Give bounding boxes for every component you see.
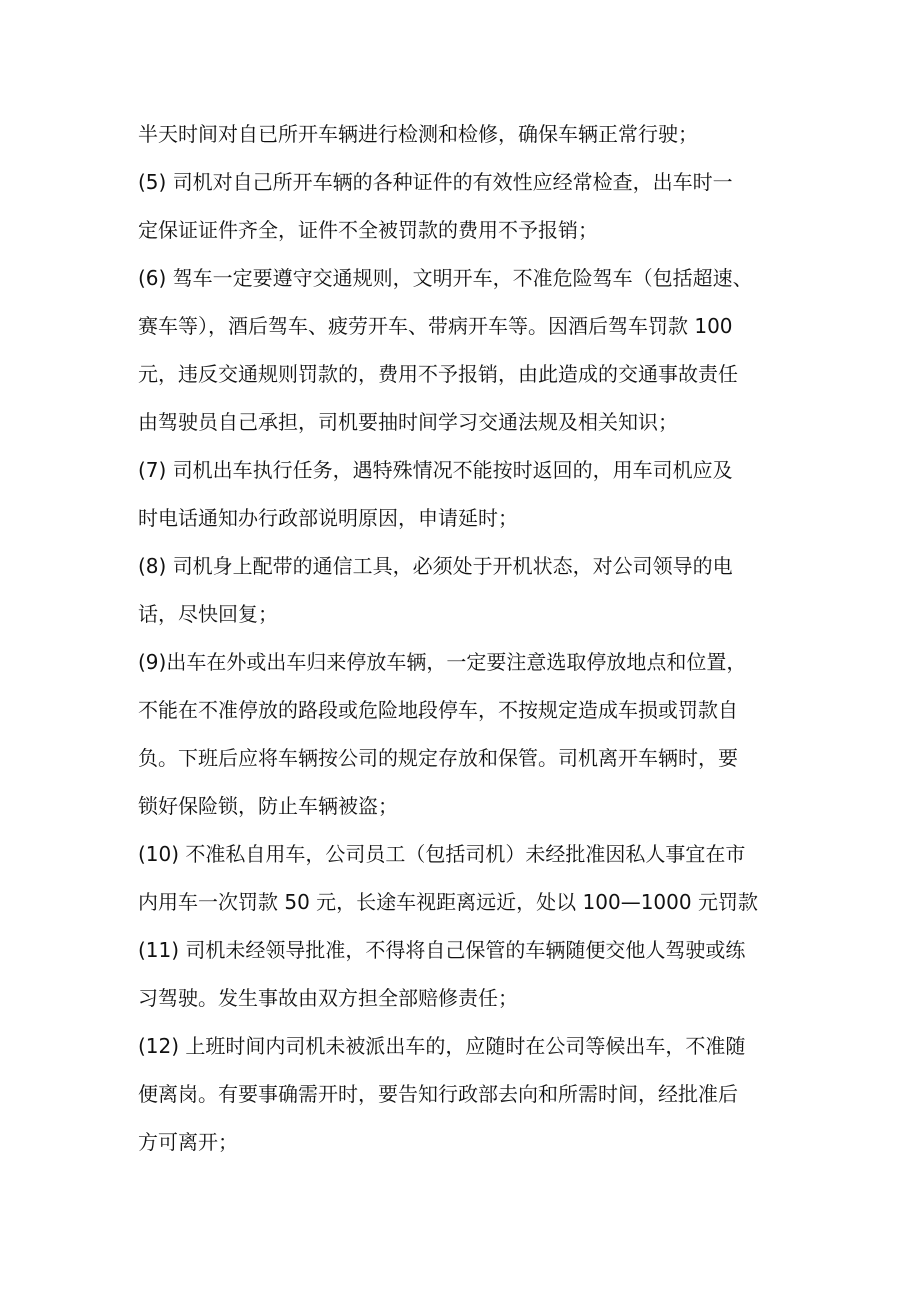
text-line: 锁好保险锁，防止车辆被盗； [138, 794, 398, 818]
text-line: 由驾驶员自己承担，司机要抽时间学习交通法规及相关知识； [138, 410, 678, 434]
text-line: (10) 不准私自用车，公司员工（包括司机）未经批准因私人事宜在市 [138, 842, 746, 866]
text-line: 半天时间对自已所开车辆进行检测和检修，确保车辆正常行驶； [138, 122, 698, 146]
text-line: 定保证证件齐全，证件不全被罚款的费用不予报销； [138, 218, 598, 242]
text-line: (5) 司机对自己所开车辆的各种证件的有效性应经常检查，出车时一 [138, 170, 733, 194]
text-line: 话，尽快回复； [138, 602, 278, 626]
text-line: 时电话通知办行政部说明原因，申请延时； [138, 506, 518, 530]
document-body [138, 110, 798, 1166]
text-line: (9)出车在外或出车归来停放车辆，一定要注意选取停放地点和位置， [138, 650, 747, 674]
text-line: (12) 上班时间内司机未被派出车的，应随时在公司等候出车，不准随 [138, 1034, 746, 1058]
text-line: 习驾驶。发生事故由双方担全部赔修责任； [138, 986, 518, 1010]
text-line: 内用车一次罚款 50 元，长途车视距离远近，处以 100—1000 元罚款 [138, 890, 758, 914]
text-line: 不能在不准停放的路段或危险地段停车，不按规定造成车损或罚款自 [138, 698, 738, 722]
text-line: 负。下班后应将车辆按公司的规定存放和保管。司机离开车辆时，要 [138, 746, 738, 770]
text-line: 赛车等），酒后驾车、疲劳开车、带病开车等。因酒后驾车罚款 100 [138, 314, 733, 338]
text-line: (11) 司机未经领导批准，不得将自己保管的车辆随便交他人驾驶或练 [138, 938, 746, 962]
text-line: 元，违反交通规则罚款的，费用不予报销，由此造成的交通事故责任 [138, 362, 738, 386]
text-line: (6) 驾车一定要遵守交通规则，文明开车，不准危险驾车（包括超速、 [138, 266, 753, 290]
text-line: 便离岗。有要事确需开时，要告知行政部去向和所需时间，经批准后 [138, 1082, 738, 1106]
text-line: 方可离开； [138, 1130, 238, 1154]
text-line: (8) 司机身上配带的通信工具，必须处于开机状态，对公司领导的电 [138, 554, 733, 578]
text-line: (7) 司机出车执行任务，遇特殊情况不能按时返回的，用车司机应及 [138, 458, 733, 482]
